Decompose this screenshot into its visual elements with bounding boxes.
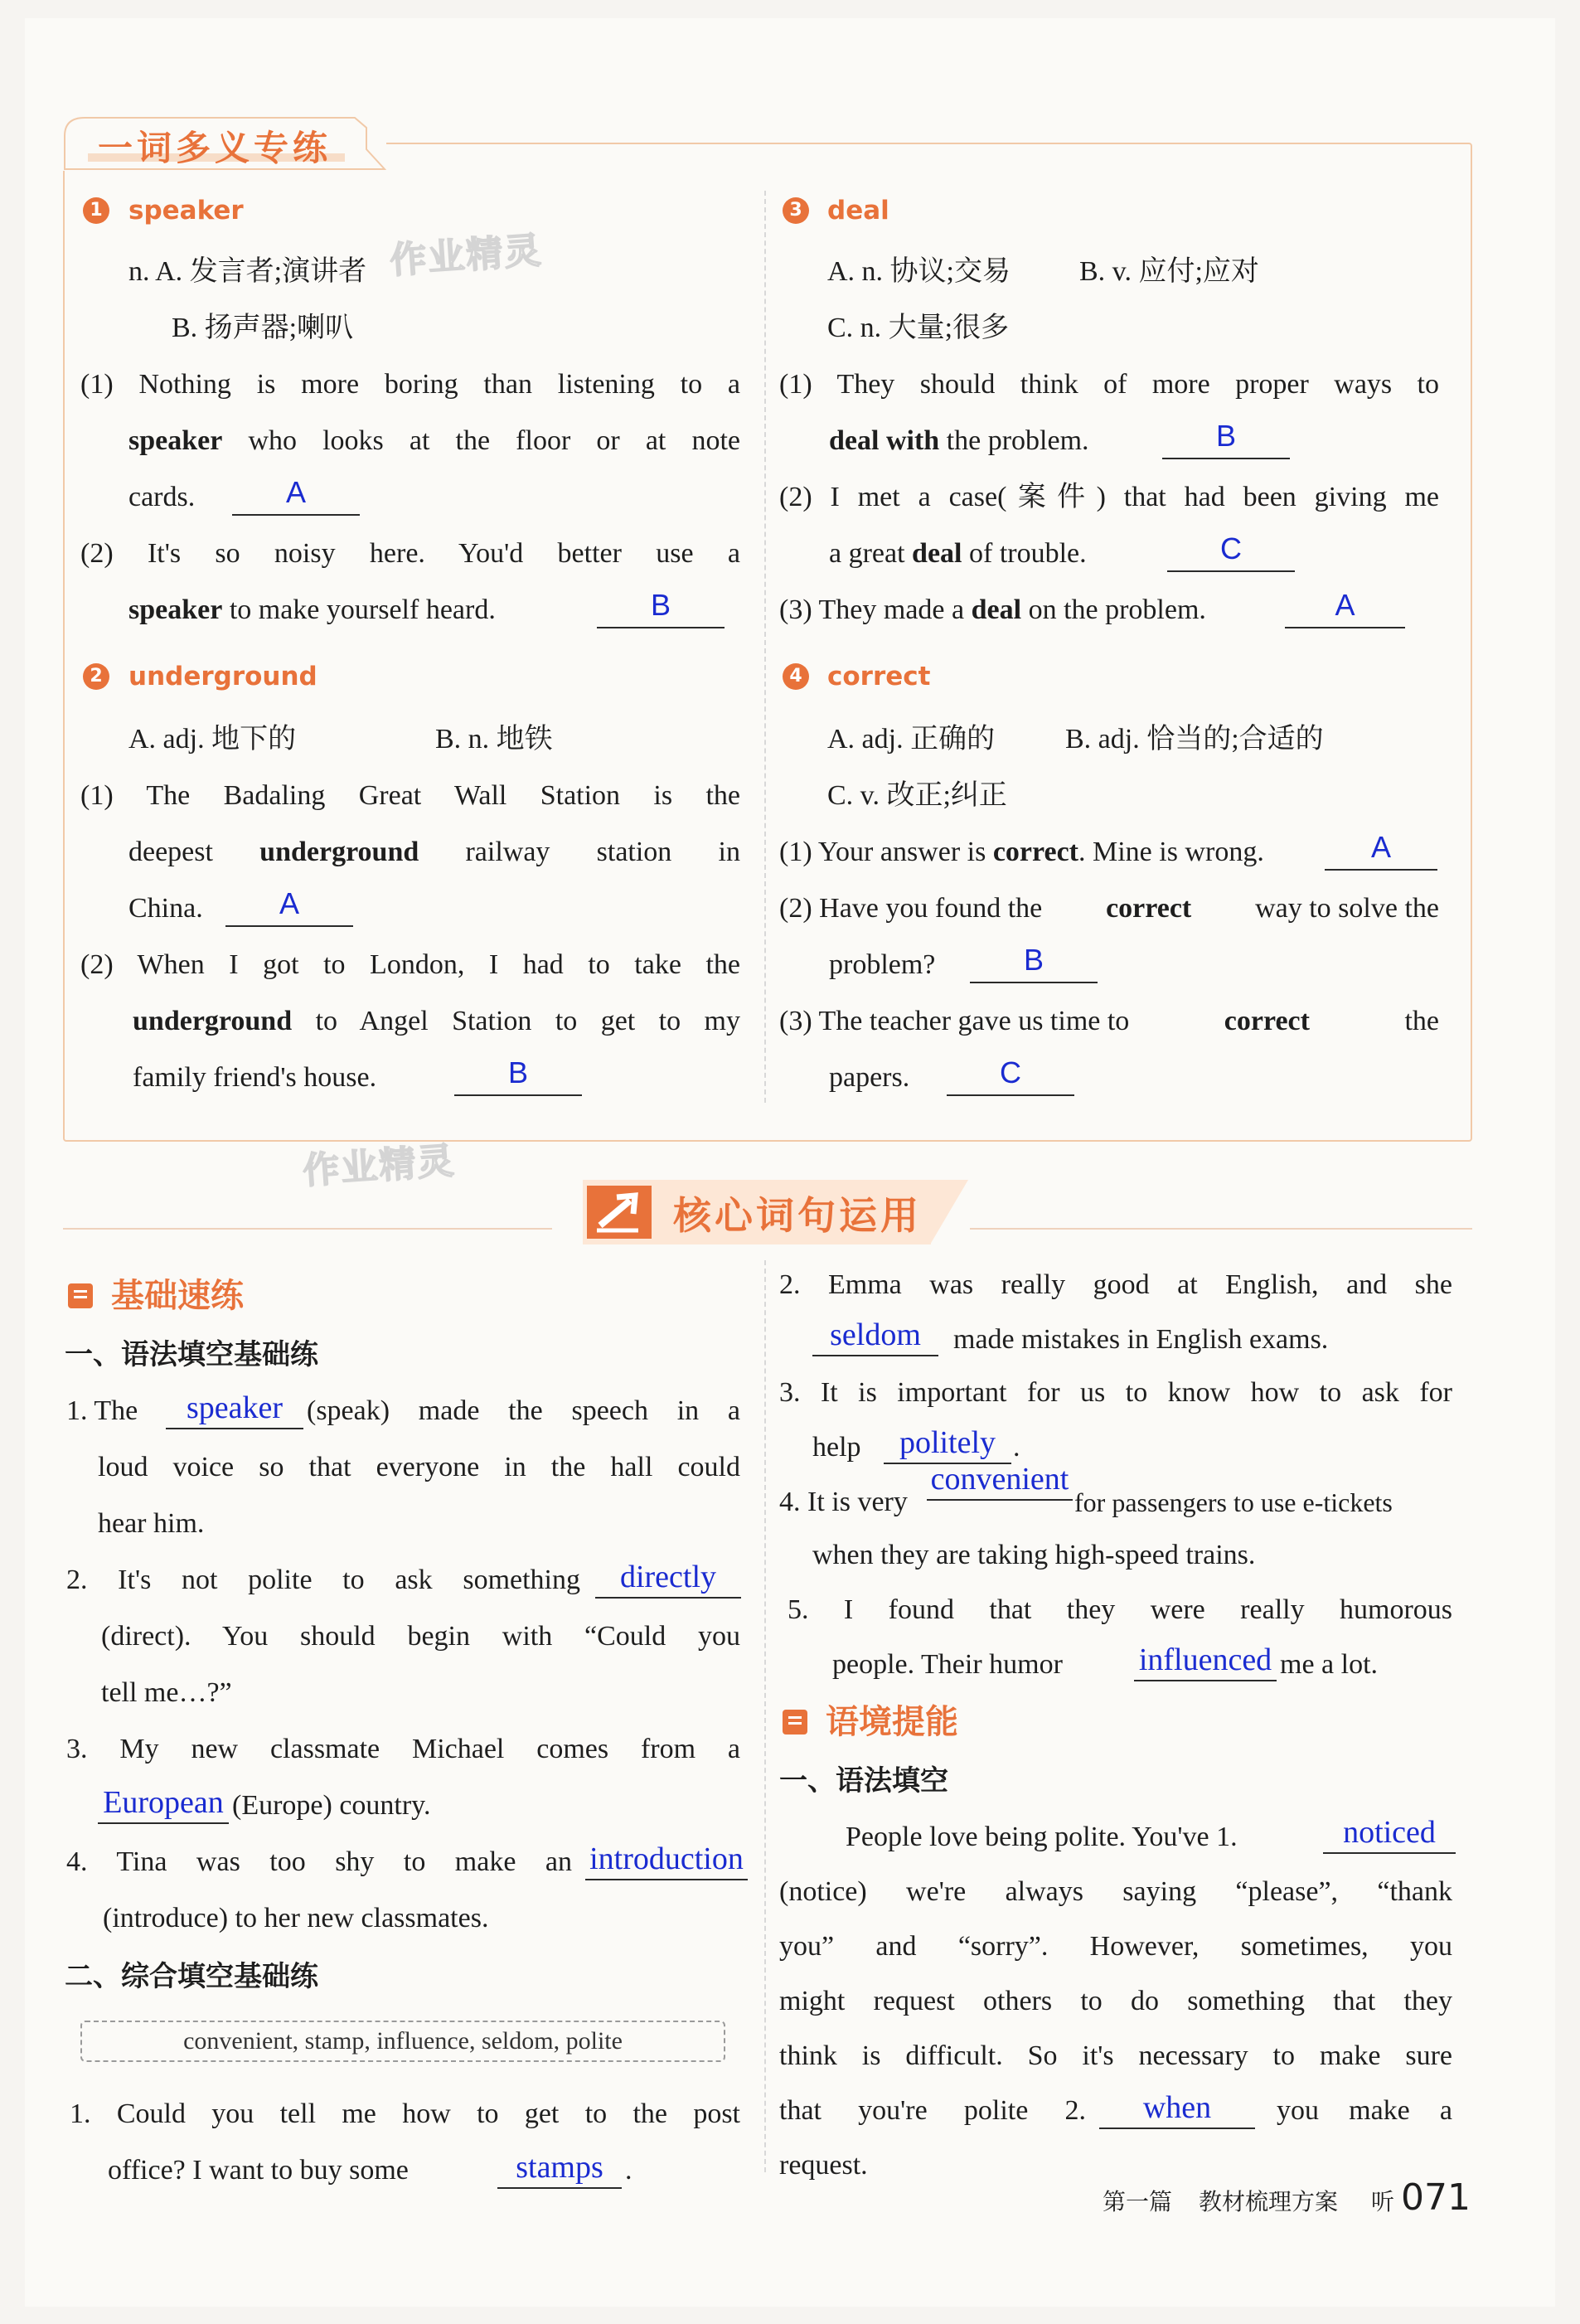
text: who looks at the floor or at note — [248, 425, 740, 456]
bold-word: speaker — [128, 594, 223, 625]
exercise-line: 3. My new classmate Michael comes from a — [66, 1734, 740, 1764]
exercise-line: (introduce) to her new classmates. — [103, 1903, 489, 1933]
answer: speaker — [186, 1390, 284, 1425]
list-icon — [68, 1283, 93, 1308]
answer: European — [103, 1785, 224, 1820]
answer-blank — [1285, 590, 1405, 628]
passage-line: you make a — [1277, 2095, 1452, 2126]
answer: introduction — [589, 1841, 744, 1876]
question-line: cards. — [128, 482, 196, 512]
text: (3) They made a — [779, 594, 965, 625]
bold-word: speaker — [128, 425, 223, 456]
answer: noticed — [1343, 1815, 1436, 1850]
question-line: China. — [128, 893, 203, 924]
watermark: 作业精灵 — [301, 1139, 457, 1193]
word-bank: convenient, stamp, influence, seldom, polite — [80, 2021, 725, 2062]
definition: A. adj. 地下的 — [128, 724, 297, 754]
answer-blank — [1167, 531, 1295, 572]
exercise-line: . — [1013, 1432, 1020, 1463]
question-line — [133, 1005, 740, 1038]
banner-rule-right — [970, 1228, 1472, 1230]
passage-line: that you're polite 2. — [779, 2095, 1086, 2126]
polysemy-tab — [63, 116, 386, 171]
passage-line: you” and “sorry”. However, sometimes, you — [779, 1931, 1452, 1962]
answer: A — [279, 886, 299, 920]
part-title: 二、综合填空基础练 — [65, 1960, 318, 1993]
definition: n. A. 发言者;演讲者 — [128, 256, 367, 287]
headword-speaker: speaker — [128, 196, 244, 226]
bold-word: correct — [1106, 893, 1192, 924]
list-icon — [783, 1710, 807, 1735]
question-line — [128, 594, 496, 627]
exercise-line: 1. The — [66, 1395, 138, 1426]
question-line — [779, 892, 1439, 925]
footer-listen: 听 — [1371, 2188, 1395, 2215]
question-line: family friend's house. — [133, 1062, 377, 1093]
exercise-line: help — [812, 1432, 861, 1463]
headword-correct: correct — [827, 662, 931, 691]
definition: C. n. 大量;很多 — [827, 313, 1010, 343]
answer: when — [1142, 2090, 1212, 2125]
passage-line: People love being polite. You've 1. — [846, 1822, 1238, 1852]
answer-blank — [1134, 1643, 1277, 1681]
answer: B — [1215, 419, 1236, 453]
question-line — [779, 836, 1264, 869]
polysemy-title: 一词多义专练 — [98, 128, 332, 168]
item-number-badge: 3 — [783, 197, 809, 224]
exercise-line: office? I want to buy some — [108, 2155, 409, 2186]
question-line: (1) The Badaling Great Wall Station is the — [80, 780, 740, 811]
headword-deal: deal — [827, 196, 889, 226]
answer-blank — [225, 886, 353, 927]
page-number: 071 — [1401, 2176, 1471, 2219]
answer: C — [1220, 531, 1242, 565]
answer-blank — [595, 1560, 741, 1599]
answer: A — [1335, 588, 1355, 622]
part-title: 一、语法填空基础练 — [65, 1338, 318, 1371]
answer-blank — [947, 1055, 1074, 1096]
passage-line: request. — [779, 2150, 868, 2181]
text: (3) The teacher gave us time to — [779, 1006, 1130, 1036]
exercise-line: (direct). You should begin with “Could you — [101, 1621, 740, 1652]
passage-line: (notice) we're always saying “please”, “thank — [779, 1876, 1452, 1907]
exercise-line: made mistakes in English exams. — [953, 1324, 1329, 1355]
section-title-basic: 基础速练 — [111, 1277, 244, 1315]
exercise-line: loud voice so that everyone in the hall could — [98, 1452, 740, 1482]
answer: A — [285, 475, 306, 509]
question-line: (2) I met a case(案件) that had been giving me — [779, 482, 1439, 512]
answer: seldom — [830, 1317, 921, 1352]
exercise-line: 1. Could you tell me how to get to the post — [70, 2098, 740, 2129]
bold-word: deal with — [829, 425, 940, 456]
answer: politely — [899, 1425, 996, 1460]
answer-blank — [1099, 2091, 1255, 2129]
text: to Angel Station to get to my — [315, 1006, 740, 1036]
answer-blank — [98, 1786, 229, 1824]
exercise-line: (speak) made the speech in a — [307, 1395, 740, 1426]
answer-blank — [1325, 832, 1437, 871]
footer-book: 教材梳理方案 — [1199, 2188, 1339, 2215]
question-line: (1) They should think of more proper ways to — [779, 369, 1439, 400]
definition: B. n. 地铁 — [435, 724, 553, 754]
answer: stamps — [516, 2150, 603, 2185]
question-line: problem? — [829, 949, 936, 980]
answer-blank — [454, 1055, 582, 1096]
bold-word: deal — [912, 538, 962, 569]
banner-tail — [927, 1180, 968, 1244]
arrow-icon — [587, 1186, 652, 1239]
definition: B. 扬声器;喇叭 — [172, 313, 354, 343]
question-line — [779, 1005, 1439, 1038]
definition: C. v. 改正;纠正 — [827, 780, 1007, 811]
answer: B — [1023, 943, 1044, 977]
question-line — [829, 537, 1087, 570]
watermark: 作业精灵 — [388, 229, 544, 283]
exercise-line: . — [625, 2155, 632, 2186]
exercise-line: when they are taking high-speed trains. — [812, 1540, 1256, 1570]
item-number-badge: 1 — [83, 197, 109, 224]
answer-blank — [970, 945, 1098, 983]
answer: B — [650, 588, 671, 622]
answer: B — [507, 1055, 528, 1089]
exercise-line: for passengers to use e-tickets — [1074, 1487, 1393, 1517]
item-number-badge: 4 — [783, 663, 809, 690]
text: on the problem. — [1028, 594, 1206, 625]
text: way to solve the — [1255, 893, 1439, 924]
text: . Mine is wrong. — [1078, 837, 1264, 867]
answer-blank — [166, 1391, 303, 1429]
answer-blank — [812, 1318, 938, 1356]
passage-line: think is difficult. So it's necessary to make sure — [779, 2040, 1452, 2071]
definition: B. adj. 恰当的;合适的 — [1065, 724, 1324, 754]
question-line — [829, 425, 1089, 458]
answer-blank — [884, 1426, 1011, 1464]
column-divider-lower — [764, 1260, 766, 2172]
banner-title: 核心词句运用 — [673, 1193, 922, 1238]
text: railway — [465, 837, 550, 867]
text: deepest — [128, 837, 213, 867]
text: to make yourself heard. — [229, 594, 496, 625]
banner-rule-left — [63, 1228, 552, 1230]
bold-word: underground — [259, 837, 419, 867]
question-line: (2) When I got to London, I had to take the — [80, 949, 740, 980]
definition: A. adj. 正确的 — [827, 724, 996, 754]
polysemy-box — [63, 143, 1472, 1142]
answer-blank — [927, 1463, 1073, 1501]
text: the — [1404, 1006, 1439, 1036]
exercise-line: (Europe) country. — [232, 1790, 431, 1821]
exercise-line: 2. Emma was really good at English, and she — [779, 1269, 1452, 1300]
answer-blank — [585, 1842, 748, 1880]
exercise-line: 4. Tina was too shy to make an — [66, 1846, 572, 1877]
question-line — [128, 425, 740, 458]
exercise-line: 2. It's not polite to ask something — [66, 1565, 580, 1595]
bold-word: correct — [992, 837, 1078, 867]
exercise-line: tell me…?” — [101, 1677, 232, 1708]
bold-word: correct — [1224, 1006, 1310, 1036]
answer: convenient — [930, 1462, 1069, 1497]
text: of trouble. — [969, 538, 1087, 569]
text: station — [596, 837, 672, 867]
answer-blank — [1162, 421, 1290, 459]
exercise-line: 3. It is important for us to know how to ask for — [779, 1377, 1452, 1408]
passage-line: might request others to do something that they — [779, 1986, 1452, 2016]
section-title-context: 语境提能 — [826, 1703, 958, 1741]
answer: influenced — [1138, 1642, 1272, 1677]
question-line: papers. — [829, 1062, 910, 1093]
column-divider — [764, 191, 766, 1103]
exercise-line: hear him. — [98, 1508, 205, 1539]
definition: B. v. 应付;应对 — [1079, 256, 1259, 287]
question-line — [779, 594, 1206, 627]
question-line: (1) Nothing is more boring than listening to a — [80, 369, 740, 400]
part-title: 一、语法填空 — [779, 1764, 948, 1798]
exercise-line: me a lot. — [1280, 1649, 1379, 1680]
exercise-line: 4. It is very — [779, 1487, 908, 1517]
text: the problem. — [946, 425, 1089, 456]
text: (2) Have you found the — [779, 893, 1043, 924]
bold-word: underground — [133, 1006, 293, 1036]
text: (1) Your answer is — [779, 837, 986, 867]
answer-blank — [1323, 1816, 1456, 1854]
definition: A. n. 协议;交易 — [827, 256, 1011, 287]
answer: A — [1370, 830, 1391, 864]
question-line — [128, 836, 740, 869]
headword-underground: underground — [128, 662, 317, 691]
answer-blank — [497, 2151, 622, 2189]
answer: directly — [619, 1560, 717, 1594]
exercise-line: people. Their humor — [832, 1649, 1063, 1680]
footer-part: 第一篇 — [1103, 2188, 1173, 2215]
answer-blank — [597, 590, 725, 628]
answer: C — [1000, 1055, 1021, 1089]
answer-blank — [232, 475, 360, 516]
question-line: (2) It's so noisy here. You'd better use a — [80, 538, 740, 569]
text: in — [718, 837, 740, 867]
text: a great — [829, 538, 905, 569]
bold-word: deal — [971, 594, 1022, 625]
item-number-badge: 2 — [83, 663, 109, 690]
exercise-line: 5. I found that they were really humorous — [788, 1594, 1452, 1625]
